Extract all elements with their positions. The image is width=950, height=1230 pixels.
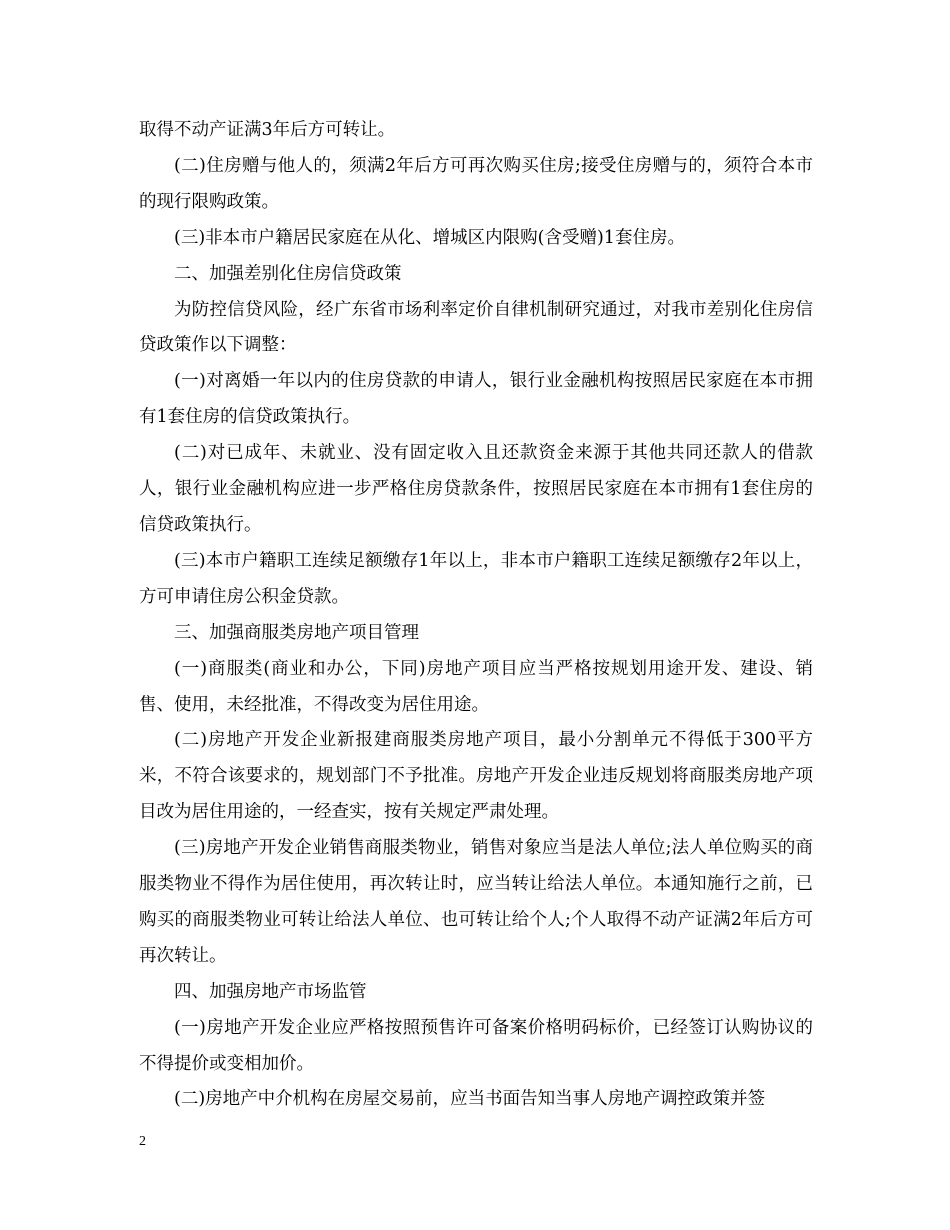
paragraph: (二)房地产开发企业新报建商服类房地产项目，最小分割单元不得低于300平方米，不符合该要求的，规划部门不予批准。房地产开发企业违反规划将商服类房地产项目改为居住用途的，一经查实，按有关规定严肃处理。 — [139, 730, 813, 823]
paragraph: (三)本市户籍职工连续足额缴存1年以上，非本市户籍职工连续足额缴存2年以上，方可申请住房公积金贷款。 — [139, 550, 813, 607]
paragraph: (二)对已成年、未就业、没有固定收入且还款资金来源于其他共同还款人的借款人，银行业金融机构应进一步严格住房贷款条件，按照居民家庭在本市拥有1套住房的信贷政策执行。 — [139, 443, 813, 535]
section-heading: 二、加强差别化住房信贷政策 — [174, 263, 402, 284]
section-heading: 三、加强商服类房地产项目管理 — [174, 622, 419, 643]
paragraph: (二)住房赠与他人的，须满2年后方可再次购买住房;接受住房赠与的，须符合本市的现行限购政策。 — [139, 155, 813, 212]
document-body — [139, 113, 813, 1118]
paragraph: (三)非本市户籍居民家庭在从化、增城区内限购(含受赠)1套住房。 — [174, 227, 685, 248]
page-number: 2 — [139, 1134, 146, 1149]
paragraph: (一)房地产开发企业应严格按照预售许可备案价格明码标价，已经签订认购协议的不得提价或变相加价。 — [139, 1017, 813, 1074]
paragraph: (二)房地产中介机构在房屋交易前，应当书面告知当事人房地产调控政策并签 — [174, 1089, 766, 1110]
paragraph: (一)商服类(商业和办公，下同)房地产项目应当严格按规划用途开发、建设、销售、使用，未经批准，不得改变为居住用途。 — [139, 658, 813, 715]
section-heading: 四、加强房地产市场监管 — [174, 981, 367, 1002]
paragraph: 为防控信贷风险，经广东省市场利率定价自律机制研究通过，对我市差别化住房信贷政策作以下调整： — [139, 299, 813, 356]
paragraph: (三)房地产开发企业销售商服类物业，销售对象应当是法人单位;法人单位购买的商服类物业不得作为居住使用，再次转让时，应当转让给法人单位。本通知施行之前，已购买的商服类物业可转让给法人单位、也可转让给个人;个人取得不动产证满2年后方可再次转让。 — [139, 838, 813, 966]
paragraph: (一)对离婚一年以内的住房贷款的申请人，银行业金融机构按照居民家庭在本市拥有1套住房的信贷政策执行。 — [139, 371, 813, 428]
paragraph: 取得不动产证满3年后方可转让。 — [139, 120, 396, 140]
